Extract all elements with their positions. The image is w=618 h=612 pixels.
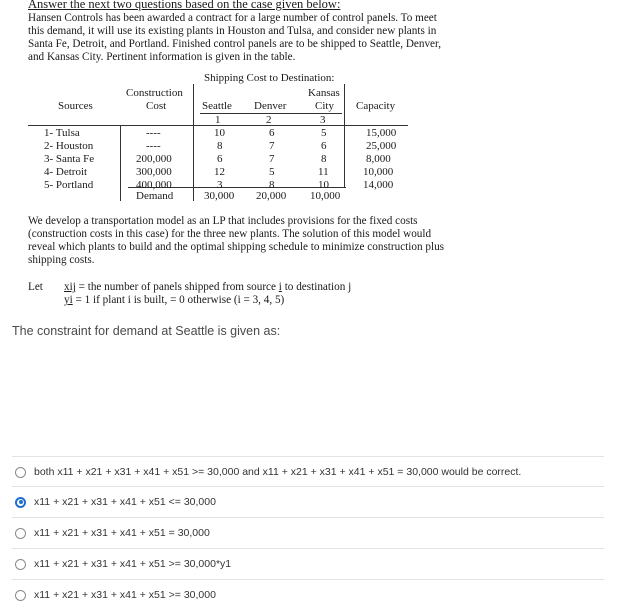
row-denver: 5 bbox=[269, 166, 275, 178]
row-construction: 200,000 bbox=[136, 153, 172, 165]
row-denver: 7 bbox=[269, 140, 275, 152]
row-denver: 6 bbox=[269, 127, 275, 139]
demand-kc: 10,000 bbox=[310, 190, 341, 202]
header-sources: Sources bbox=[58, 100, 93, 112]
row-kc: 5 bbox=[321, 127, 327, 139]
header-construction: Construction bbox=[126, 87, 183, 99]
row-source: 2- Houston bbox=[44, 140, 94, 152]
answer-option[interactable] bbox=[12, 579, 604, 610]
model-paragraph: We develop a transportation model as an LP that includes provisions for the fixed costs (construction costs in this case) for the three new plants. The solution of this model would reveal which plants to build and the optimal shipping schedule to minimize construction plus shipping costs. bbox=[28, 215, 445, 266]
row-construction: 300,000 bbox=[136, 166, 172, 178]
dest-num-3: 3 bbox=[320, 114, 326, 126]
answer-option[interactable] bbox=[12, 548, 604, 579]
row-denver: 8 bbox=[269, 179, 275, 191]
demand-label: Demand bbox=[136, 190, 174, 202]
row-source: 3- Santa Fe bbox=[44, 153, 95, 165]
row-seattle: 3 bbox=[217, 179, 223, 191]
row-seattle: 12 bbox=[214, 166, 225, 178]
row-capacity: 15,000 bbox=[366, 127, 397, 139]
var-y: yi bbox=[64, 294, 73, 306]
case-intro: Hansen Controls has been awarded a contract for a large number of control panels. To meet this demand, it will use its existing plants in Houston and Tulsa, and consider new plants in Santa Fe, Detroit, and Portland. Finished control panels are to be shipped to Seattle, Denver, and Kansas City. Pertinent information is given in the table. bbox=[28, 12, 442, 63]
header-kansas-city: City bbox=[315, 100, 334, 112]
option-label: x11 + x21 + x31 + x41 + x51 = 30,000 bbox=[34, 527, 210, 539]
radio-button[interactable] bbox=[15, 528, 26, 539]
def-x-text2: to destination j bbox=[281, 281, 352, 293]
row-kc: 6 bbox=[321, 140, 327, 152]
row-kc: 8 bbox=[321, 153, 327, 165]
row-source: 5- Portland bbox=[44, 179, 94, 191]
header-construction-cost: Cost bbox=[146, 100, 167, 112]
var-x: xij bbox=[64, 281, 76, 293]
header-rule bbox=[28, 125, 408, 126]
radio-button[interactable] bbox=[15, 559, 26, 570]
option-label: x11 + x21 + x31 + x41 + x51 >= 30,000*y1 bbox=[34, 558, 232, 570]
row-construction: 400,000 bbox=[136, 179, 172, 191]
header-denver: Denver bbox=[254, 100, 287, 112]
demand-seattle: 30,000 bbox=[204, 190, 235, 202]
table-group-header: Shipping Cost to Destination: bbox=[204, 72, 335, 84]
def-x-text: = the number of panels shipped from source bbox=[75, 281, 279, 293]
def-y-text: = 1 if plant i is built, = 0 otherwise (i = 3, 4, 5) bbox=[72, 294, 285, 306]
row-source: 1- Tulsa bbox=[44, 127, 80, 139]
col-rule-2 bbox=[193, 84, 194, 201]
radio-button[interactable] bbox=[15, 467, 26, 478]
row-seattle: 8 bbox=[217, 140, 223, 152]
header-kansas: Kansas bbox=[308, 87, 340, 99]
col-rule-3 bbox=[344, 84, 345, 187]
header-seattle: Seattle bbox=[202, 100, 232, 112]
let-label: Let bbox=[28, 281, 43, 293]
dest-num-1: 1 bbox=[215, 114, 221, 126]
row-kc: 11 bbox=[318, 166, 329, 178]
def-x-i: i bbox=[278, 281, 282, 293]
dest-num-2: 2 bbox=[266, 114, 272, 126]
option-label: x11 + x21 + x31 + x41 + x51 <= 30,000 bbox=[34, 496, 216, 508]
demand-denver: 20,000 bbox=[256, 190, 287, 202]
row-seattle: 10 bbox=[214, 127, 225, 139]
row-denver: 7 bbox=[269, 153, 275, 165]
row-capacity: 25,000 bbox=[366, 140, 397, 152]
radio-button-selected[interactable] bbox=[15, 497, 26, 508]
row-source: 4- Detroit bbox=[44, 166, 88, 178]
answer-option[interactable] bbox=[12, 456, 604, 487]
definition-y bbox=[64, 294, 284, 306]
option-label: both x11 + x21 + x31 + x41 + x51 >= 30,000 and x11 + x21 + x31 + x41 + x51 = 30,000 would be correct. bbox=[34, 466, 522, 478]
row-seattle: 6 bbox=[217, 153, 223, 165]
row-construction: ---- bbox=[146, 140, 161, 152]
row-kc: 10 bbox=[318, 179, 329, 191]
case-heading: Answer the next two questions based on the case given below: bbox=[28, 0, 341, 11]
answer-option[interactable] bbox=[12, 517, 604, 548]
header-capacity: Capacity bbox=[356, 100, 396, 112]
radio-button[interactable] bbox=[15, 590, 26, 601]
col-rule-1 bbox=[120, 125, 121, 201]
dest-rule bbox=[200, 113, 342, 114]
row-capacity: 8,000 bbox=[366, 153, 391, 165]
row-capacity: 14,000 bbox=[363, 179, 394, 191]
option-label: x11 + x21 + x31 + x41 + x51 >= 30,000 bbox=[34, 589, 216, 601]
row-construction: ---- bbox=[146, 127, 161, 139]
question-text: The constraint for demand at Seattle is given as: bbox=[12, 324, 281, 338]
case-table bbox=[28, 72, 408, 202]
row-capacity: 10,000 bbox=[363, 166, 394, 178]
answer-option[interactable] bbox=[12, 486, 604, 517]
definition-x bbox=[64, 281, 351, 293]
